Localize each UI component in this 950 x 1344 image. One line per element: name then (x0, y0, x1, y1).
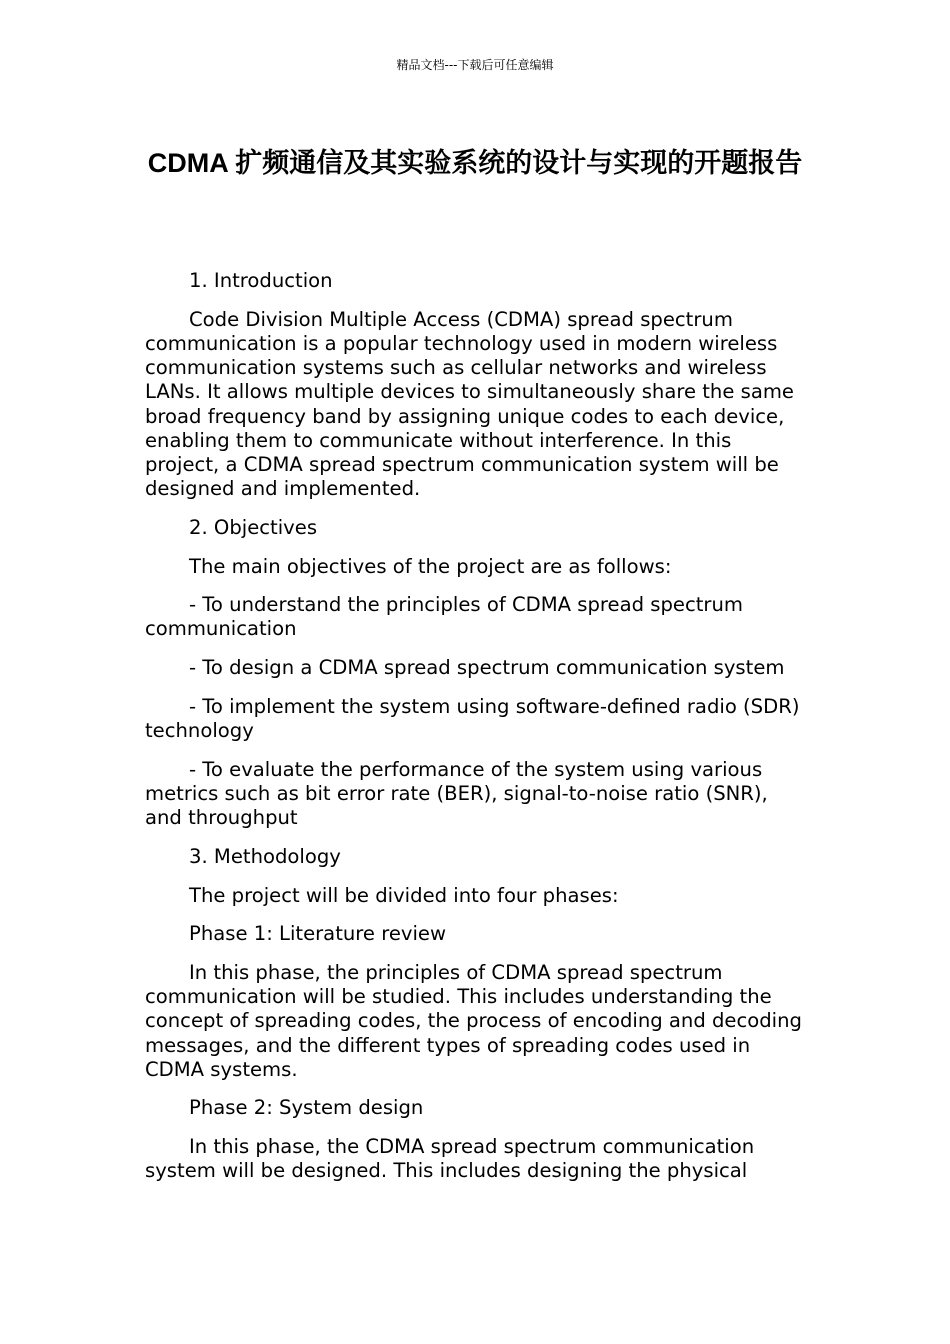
introduction-paragraph: Code Division Multiple Access (CDMA) spread spectrum communication is a popular technology used in modern wireless communication systems such as cellular networks and wireless LANs. It allows multiple devices to simultaneously share the same broad frequency band by assigning unique codes to each device, enabling them to communicate without interference. In this project, a CDMA spread spectrum communication system will be designed and implemented. (145, 307, 794, 501)
methodology-intro: The project will be divided into four phases: (189, 883, 619, 907)
page-header-note: 精品文档---下载后可任意编辑 (396, 58, 554, 72)
section-heading-introduction: 1. Introduction (189, 269, 333, 292)
phase-heading: Phase 2: System design (189, 1096, 424, 1120)
objective-item: - To evaluate the performance of the system using various metrics such as bit error rate (BER), signal-to-noise ratio (SNR), and throughput (145, 757, 768, 830)
objective-item: - To understand the principles of CDMA spread spectrum communication (145, 593, 743, 641)
phase-heading: Phase 1: Literature review (189, 922, 446, 946)
objective-item: - To implement the system using software-defined radio (SDR) technology (145, 694, 800, 743)
section-heading-objectives: 2. Objectives (189, 515, 318, 539)
objective-item: - To design a CDMA spread spectrum communication system (189, 656, 785, 680)
objectives-intro: The main objectives of the project are as follows: (189, 554, 672, 578)
document-title: CDMA 扩频通信及其实验系统的设计与实现的开题报告 (147, 148, 803, 178)
phase-paragraph: In this phase, the CDMA spread spectrum communication system will be designed. This includes designing the physical (145, 1135, 755, 1183)
phase-paragraph: In this phase, the principles of CDMA spread spectrum communication will be studied. This includes understanding the concept of spreading codes, the process of encoding and decoding messages, and the different types of spreading codes used in CDMA systems. (145, 960, 802, 1081)
document-body (145, 269, 810, 1198)
section-heading-methodology: 3. Methodology (189, 844, 341, 868)
